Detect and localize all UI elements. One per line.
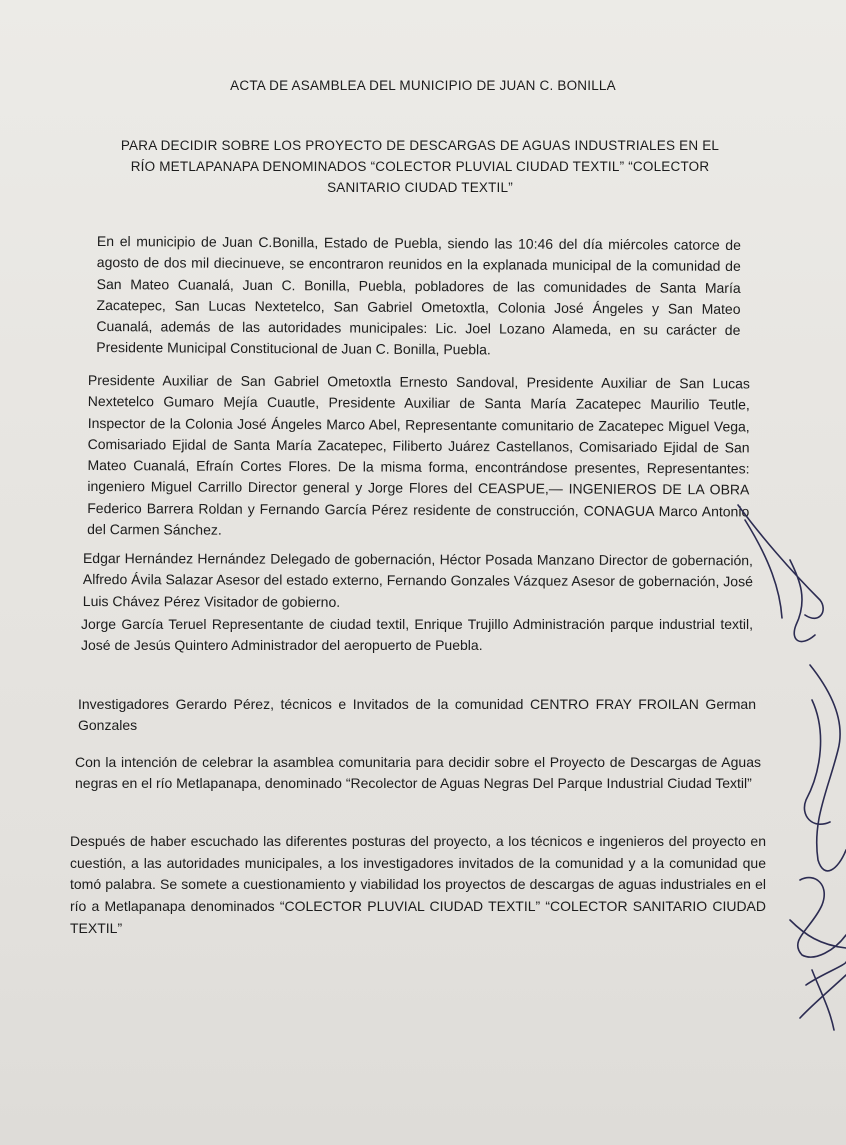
- document-title: ACTA DE ASAMBLEA DEL MUNICIPIO DE JUAN C. BONILLA: [230, 78, 616, 93]
- paragraph-authorities: Presidente Auxiliar de San Gabriel Ometoxtla Ernesto Sandoval, Presidente Auxiliar de San Lucas Nextetelco Gumaro Mejía Cuautle, Presidente Auxiliar de Santa María Zacatepec Maurilio Teutle, Inspector de la Colonia José Ángeles Marco Abel, Representante comunitario de Zacatepec Miguel Vega, Comisariado Ejidal de Santa María Zacatepec, Filiberto Juárez Castellanos, Comisariado Ejidal de San Mateo Cuanalá, Efraín Cortes Flores. De la misma forma, encontrándose presentes, Representantes: ingeniero Miguel Carrillo Director general y Jorge Flores del CEASPUE,— INGENIEROS DE LA OBRA Federico Barrera Roldan y Fernando García Pérez residente de construcción, CONAGUA Marco Antonio del Carmen Sánchez.: [87, 371, 750, 538]
- document-subtitle: PARA DECIDIR SOBRE LOS PROYECTO DE DESCARGAS DE AGUAS INDUSTRIALES EN EL RÍO METLAPANAPA DENOMINADOS “COLECTOR PLUVIAL CIUDAD TEXTIL” “COLECTOR SANITARIO CIUDAD TEXTIL”: [120, 138, 720, 195]
- paragraph-opening: En el municipio de Juan C.Bonilla, Estado de Puebla, siendo las 10:46 del día miércoles catorce de agosto de dos mil diecinueve, se encontraron reunidos en la explanada municipal de la comunidad de San Mateo Cuanalá, Juan C. Bonilla, Puebla, pobladores de las comunidades de Santa María Zacatepec, San Lucas Nextetelco, San Gabriel Ometoxtla, Colonia José Ángeles y San Mateo Cuanalá, además de las autoridades municipales: Lic. Joel Lozano Alameda, en su carácter de Presidente Municipal Constitucional de Juan C. Bonilla, Puebla.: [96, 232, 741, 358]
- paragraph-intention: Con la intención de celebrar la asamblea comunitaria para decidir sobre el Proyecto de Descargas de Aguas negras en el río Metlapanapa, denominado “Recolector de Aguas Negras Del Parque Industrial Ciudad Textil”: [75, 754, 761, 792]
- paragraph-resolution: Después de haber escuchado las diferentes posturas del proyecto, a los técnicos e ingenieros del proyecto en cuestión, a las autoridades municipales, a los investigadores invitados de la comunidad y a la comunidad que tomó palabra. Se somete a cuestionamiento y viabilidad los proyectos de descargas de aguas industriales en el río a Metlapanapa denominados “COLECTOR PLUVIAL CIUDAD TEXTIL” “COLECTOR SANITARIO CIUDAD TEXTIL”: [70, 833, 766, 936]
- signature-scribble-2: [804, 665, 846, 871]
- signature-scribble-3: [790, 878, 846, 957]
- signature-scribble-1: [738, 505, 823, 642]
- paragraph-researchers: Investigadores Gerardo Pérez, técnicos e Invitados de la comunidad CENTRO FRAY FROILAN German Gonzales: [78, 696, 756, 734]
- paragraph-government: Edgar Hernández Hernández Delegado de gobernación, Héctor Posada Manzano Director de gobernación, Alfredo Ávila Salazar Asesor del estado externo, Fernando Gonzales Vázquez Asesor de gobernación, José Luis Chávez Pérez Visitador de gobierno.: [82, 550, 753, 610]
- signature-scribble-4: [800, 962, 846, 1030]
- paragraph-industry: Jorge García Teruel Representante de ciudad textil, Enrique Trujillo Administración parque industrial textil, José de Jesús Quintero Administrador del aeropuerto de Puebla.: [81, 616, 753, 654]
